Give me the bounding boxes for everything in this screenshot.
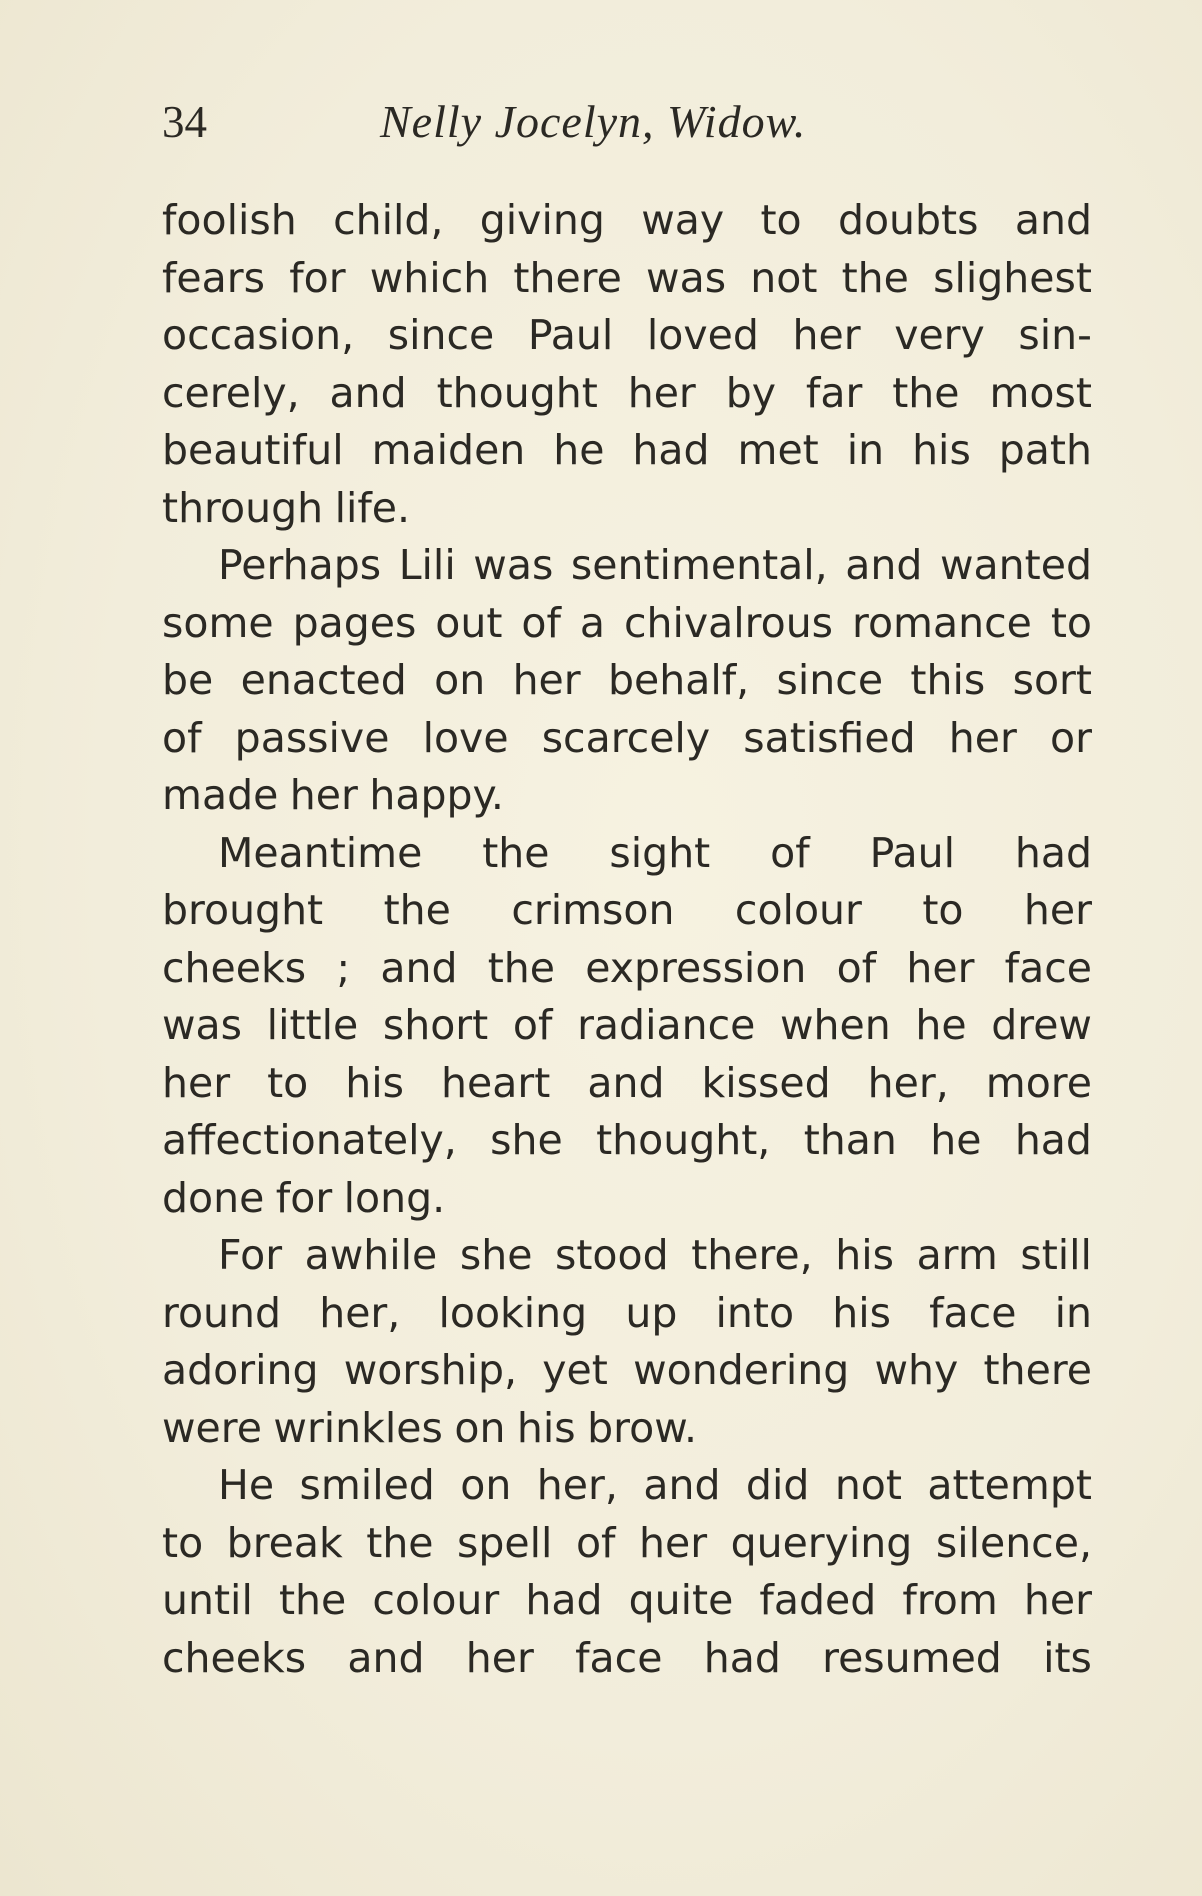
text-line: Perhaps Lili was sentimental, and wanted	[218, 541, 1092, 589]
text-line: round her, looking up into his face in	[162, 1288, 1092, 1337]
text-line: be enacted on her behalf, since this sort	[162, 656, 1092, 704]
body-text	[162, 192, 1092, 1687]
text-line: adoring worship, yet wondering why there	[162, 1346, 1092, 1394]
running-title: Nelly Jocelyn, Widow.	[380, 96, 807, 147]
text-line: occasion, since Paul loved her very sin-	[162, 311, 1092, 359]
text-line: until the colour had quite faded from her	[162, 1576, 1092, 1624]
text-line: fears for which there was not the slighest	[162, 253, 1092, 302]
text-line: cerely, and thought her by far the most	[162, 368, 1092, 417]
text-line: made her happy.	[162, 771, 504, 819]
text-line: Meantime the sight of Paul had	[218, 828, 1092, 877]
text-line: affectionately, she thought, than he had	[162, 1116, 1092, 1164]
text-line: brought the crimson colour to her	[162, 886, 1092, 934]
text-line: cheeks ; and the expression of her face	[162, 943, 1092, 992]
text-line: some pages out of a chivalrous romance to	[162, 598, 1092, 647]
text-line: to break the spell of her querying silence,	[162, 1518, 1092, 1567]
text-line: through life.	[162, 483, 411, 532]
text-line: of passive love scarcely satisfied her or	[162, 713, 1092, 762]
page-number: 34	[162, 97, 207, 147]
text-line: her to his heart and kissed her, more	[162, 1058, 1092, 1107]
text-line: foolish child, giving way to doubts and	[162, 196, 1092, 244]
text-line: were wrinkles on his brow.	[162, 1403, 698, 1452]
text-line: He smiled on her, and did not attempt	[218, 1461, 1092, 1509]
text-line: For awhile she stood there, his arm still	[218, 1231, 1092, 1279]
text-line: beautiful maiden he had met in his path	[162, 426, 1092, 474]
text-line: done for long.	[162, 1173, 446, 1222]
text-line: was little short of radiance when he drew	[162, 1001, 1092, 1049]
page-header	[162, 92, 1052, 152]
text-line: cheeks and her face had resumed its	[162, 1633, 1092, 1682]
